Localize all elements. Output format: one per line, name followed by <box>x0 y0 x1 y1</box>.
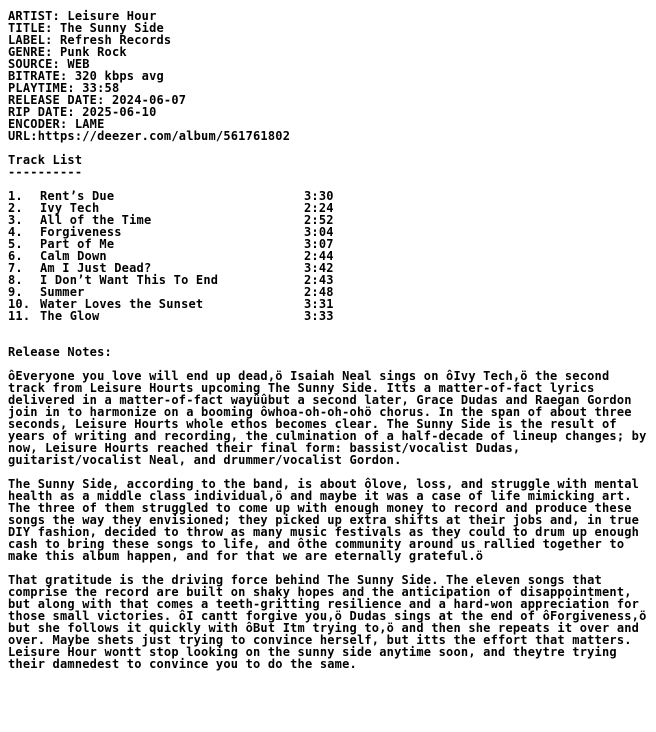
track-duration: 2:52 <box>304 213 334 227</box>
track-title: Rent’s Due <box>40 189 115 203</box>
track-number: 9. <box>8 285 23 299</box>
track-list-underline: ---------- <box>8 165 83 179</box>
track-title: Water Loves the Sunset <box>40 297 204 311</box>
release-notes-paragraph-2: The Sunny Side, according to the band, is about ôlove, loss, and struggle with mental health as a middle class individual,ö and maybe it was a case of life mimicking art. The three of them struggled to come up with enough money to record and produce these songs the way they envisioned; they picked up extra shifts at their jobs and, in true DIY fashion, decided to throw as many music festivals as they could to drum up enough cash to bring these songs to life, and ôthe community around us rallied together to make this album happen, and for that we are eternally grateful.ö <box>8 477 640 563</box>
rip-date-line: RIP DATE: 2025-06-10 <box>8 105 157 119</box>
track-number: 2. <box>8 201 23 215</box>
track-title: The Glow <box>40 309 100 323</box>
track-title: All of the Time <box>40 213 152 227</box>
track-number: 1. <box>8 189 23 203</box>
track-number: 6. <box>8 249 23 263</box>
bitrate-line: BITRATE: 320 kbps avg <box>8 69 164 83</box>
track-title: Ivy Tech <box>40 201 100 215</box>
source-line: SOURCE: WEB <box>8 57 90 71</box>
track-duration: 2:24 <box>304 201 334 215</box>
encoder-line: ENCODER: LAME <box>8 117 105 131</box>
track-number: 8. <box>8 273 23 287</box>
track-row <box>8 310 648 322</box>
track-title: Am I Just Dead? <box>40 261 152 275</box>
track-list <box>8 190 648 322</box>
track-number: 4. <box>8 225 23 239</box>
track-duration: 3:33 <box>304 309 334 323</box>
track-duration: 2:44 <box>304 249 334 263</box>
track-duration: 3:07 <box>304 237 334 251</box>
label-line: LABEL: Refresh Records <box>8 33 172 47</box>
title-line: TITLE: The Sunny Side <box>8 21 164 35</box>
track-title: Summer <box>40 285 85 299</box>
artist-line: ARTIST: Leisure Hour <box>8 9 157 23</box>
track-title: Forgiveness <box>40 225 122 239</box>
track-list-heading: Track List <box>8 153 83 167</box>
url-line: URL:https://deezer.com/album/561761802 <box>8 129 291 143</box>
track-title: I Don’t Want This To End <box>40 273 219 287</box>
track-title: Part of Me <box>40 237 115 251</box>
track-duration: 2:48 <box>304 285 334 299</box>
track-number: 10. <box>8 297 31 311</box>
track-duration: 3:42 <box>304 261 334 275</box>
playtime-line: PLAYTIME: 33:58 <box>8 81 120 95</box>
track-duration: 3:04 <box>304 225 334 239</box>
track-duration: 2:43 <box>304 273 334 287</box>
release-notes-heading: Release Notes: <box>8 345 112 359</box>
release-notes-paragraph-1: ôEveryone you love will end up dead,ö Isaiah Neal sings on ôIvy Tech,ö the second track from Leisure Hourts upcoming The Sunny Side. Itts a matter-of-fact lyrics delivered in a matter-of-fact wayûûbut a second later, Grace Dudas and Raegan Gordon join in to harmonize on a booming ôwhoa-oh-oh-ohö chorus. In the span of about three seconds, Leisure Hourts whole ethos becomes clear. The Sunny Side is the result of years of writing and recording, the culmination of a half-decade of lineup changes; by now, Leisure Hourts reached their final form: bassist/vocalist Dudas, guitarist/vocalist Neal, and drummer/vocalist Gordon. <box>8 369 647 467</box>
track-number: 5. <box>8 237 23 251</box>
genre-line: GENRE: Punk Rock <box>8 45 127 59</box>
release-date-line: RELEASE DATE: 2024-06-07 <box>8 93 187 107</box>
track-title: Calm Down <box>40 249 107 263</box>
track-number: 11. <box>8 309 31 323</box>
track-duration: 3:30 <box>304 189 334 203</box>
track-duration: 3:31 <box>304 297 334 311</box>
track-number: 7. <box>8 261 23 275</box>
release-notes-paragraph-3: That gratitude is the driving force behind The Sunny Side. The eleven songs that comprise the record are built on shaky hopes and the anticipation of disappointment, but along with that comes a teeth-gritting resilience and a hard-won appreciation for those small victories. ôI cantt forgive you,ö Dudas sings at the end of ôForgiveness,ö but she follows it quickly with ôBut Itm trying to,ö and then she repeats it over and over. Maybe shets just trying to convince herself, but itts the effort that matters. Leisure Hour wontt stop looking on the sunny side anytime soon, and theytre trying their damnedest to convince you to do the same. <box>8 573 647 671</box>
track-number: 3. <box>8 213 23 227</box>
